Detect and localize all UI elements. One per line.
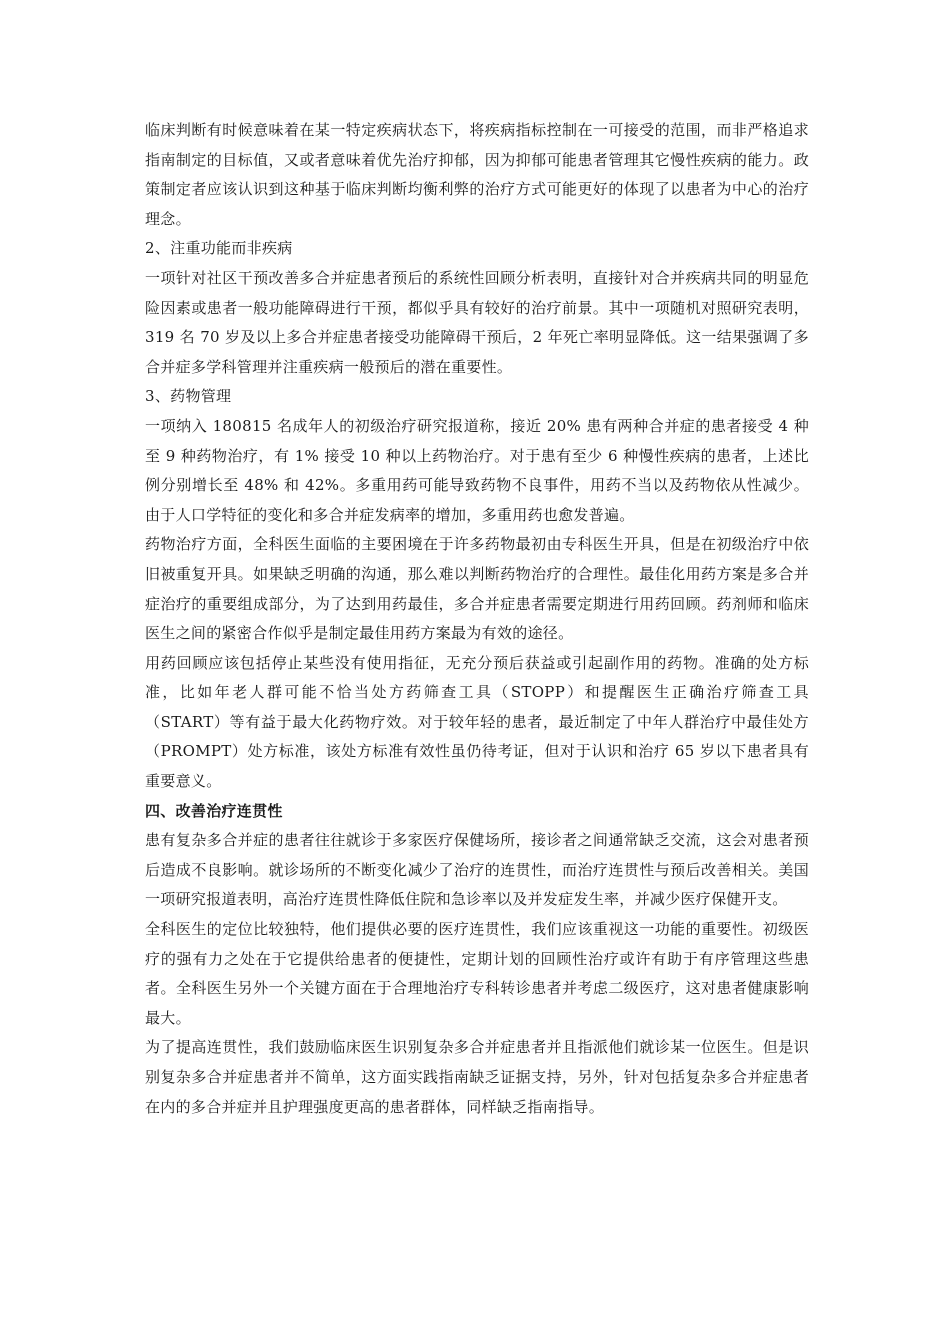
paragraph-improve-continuity: 为了提高连贯性，我们鼓励临床医生识别复杂多合并症患者并且指派他们就诊某一位医生。但是识别复杂多合并症患者并不简单，这方面实践指南缺乏证据支持，另外，针对包括复杂多合并症患者在内的多合并症并且护理强度更高的患者群体，同样缺乏指南指导。 <box>145 1038 809 1116</box>
paragraph-clinical-judgment: 临床判断有时候意味着在某一特定疾病状态下，将疾病指标控制在一可接受的范围，而非严格追求指南制定的目标值，又或者意味着优先治疗抑郁，因为抑郁可能患者管理其它慢性疾病的能力。政策制定者应该认识到这种基于临床判断均衡利弊的治疗方式可能更好的体现了以患者为中心的治疗理念。 <box>145 121 809 228</box>
subheading-medication-management: 3、药物管理 <box>145 387 232 406</box>
paragraph-multiple-settings: 患有复杂多合并症的患者往往就诊于多家医疗保健场所，接诊者之间通常缺乏交流，这会对患者预后造成不良影响。就诊场所的不断变化减少了治疗的连贯性，而治疗连贯性与预后改善相关。美国一项研究报道表明，高治疗连贯性降低住院和急诊率以及并发症发生率，并减少医疗保健开支。 <box>145 831 809 909</box>
paragraph-medication-review: 用药回顾应该包括停止某些没有使用指征，无充分预后获益或引起副作用的药物。准确的处方标准，比如年老人群可能不恰当处方药筛查工具（STOPP）和提醒医生正确治疗筛查工具（START）等有益于最大化药物疗效。对于较年轻的患者，最近制定了中年人群治疗中最佳处方（PROMPT）处方标准，该处方标准有效性虽仍待考证，但对于认识和治疗 65 岁以下患者具有重要意义。 <box>145 653 809 791</box>
section-heading-continuity: 四、改善治疗连贯性 <box>145 801 283 820</box>
paragraph-gp-role: 全科医生的定位比较独特，他们提供必要的医疗连贯性，我们应该重视这一功能的重要性。初级医疗的强有力之处在于它提供给患者的便捷性，定期计划的回顾性治疗或许有助于有序管理这些患者。全科医生另外一个关键方面在于合理地治疗专科转诊患者并考虑二级医疗，这对患者健康影响最大。 <box>145 920 809 1027</box>
document-body <box>145 116 809 1122</box>
subheading-function-not-disease: 2、注重功能而非疾病 <box>145 239 293 258</box>
paragraph-function-intervention: 一项针对社区干预改善多合并症患者预后的系统性回顾分析表明，直接针对合并疾病共同的明显危险因素或患者一般功能障碍进行干预，都似乎具有较好的治疗前景。其中一项随机对照研究表明，319 名 70 岁及以上多合并症患者接受功能障碍干预后，2 年死亡率明显降低。这一结果强调了多合并症多学科管理并注重疾病一般预后的潜在重要性。 <box>145 268 809 376</box>
paragraph-gp-dilemma: 药物治疗方面，全科医生面临的主要困境在于许多药物最初由专科医生开具，但是在初级治疗中依旧被重复开具。如果缺乏明确的沟通，那么难以判断药物治疗的合理性。最佳化用药方案是多合并症治疗的重要组成部分，为了达到用药最佳，多合并症患者需要定期进行用药回顾。药剂师和临床医生之间的紧密合作似乎是制定最佳用药方案最为有效的途径。 <box>145 535 809 643</box>
paragraph-polypharmacy: 一项纳入 180815 名成年人的初级治疗研究报道称，接近 20% 患有两种合并症的患者接受 4 种至 9 种药物治疗，有 1% 接受 10 种以上药物治疗。对于患有至少 6 种慢性疾病的患者，上述比例分别增长至 48% 和 42%。多重用药可能导致药物不良事件，用药不当以及药物依从性减少。由于人口学特征的变化和多合并症发病率的增加，多重用药也愈发普遍。 <box>145 416 809 524</box>
